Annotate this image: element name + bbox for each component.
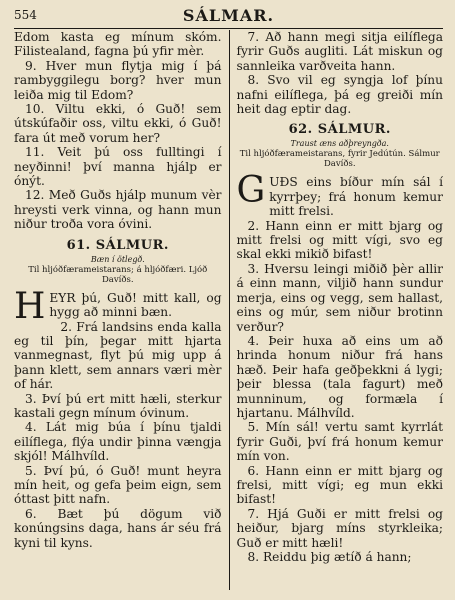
verse: 7. Að hann megi sitja eilíflega fyrir Guðs augliti. Lát miskun og sannleika varðveita hann.: [236, 30, 443, 73]
verse: 2. Frá landsins enda kalla eg til þín, þegar mitt hjarta vanmegnast, flyt þú mig upp á þann klett, sem annars væri mèr of hár.: [14, 319, 222, 392]
psalm-61-title: 61. SÁLMUR.: [66, 237, 169, 253]
verse: 5. Því þú, ó Guð! munt heyra mín heit, og gefa þeim eign, sem óttast þitt nafn.: [14, 463, 222, 507]
psalm-62-subtitle: Traust æns aðþreyngða.: [290, 139, 389, 149]
psalm-61-superscription: Til hljóðfærameistarans; á hljóðfæri. Ljóð Davíðs.: [28, 264, 208, 285]
verse: 12. Með Guðs hjálp munum vèr hreysti verk vinna, og hann mun niður troða vora óvini.: [14, 188, 222, 232]
column-divider: [229, 30, 230, 590]
page-number: 554: [14, 8, 37, 22]
psalm-62-verse-1: [236, 170, 444, 219]
drop-cap: G: [236, 170, 266, 212]
verse: Edom kasta eg mínum skóm. Filistealand, fagna þú yfir mèr.: [14, 30, 222, 59]
verse: 5. Mín sál! vertu samt kyrrlát fyrir Guði, því frá honum kemur mín von.: [236, 420, 443, 464]
psalm-61-verse-1: [14, 285, 222, 327]
verse-text: EYR þú, Guð! mitt kall, og hygg að minni bæn.: [49, 290, 222, 320]
verse: 4. Lát mig búa í þínu tjaldi eilíflega, flýa undir þinna vængja skjól! Málhvíld.: [14, 420, 222, 464]
psalm-61-subtitle: Bæn í ötlegð.: [90, 254, 145, 264]
verse: 6. Bæt þú dögum við konúngsins daga, hans ár séu frá kyni til kyns.: [14, 506, 222, 550]
right-column: [229, 30, 444, 590]
header-rule: [14, 28, 443, 29]
psalm-62-title: 62. SÁLMUR.: [288, 122, 391, 138]
verse-text: UÐS eins bíður mín sál í kyrrþey; frá honum kemur mitt frelsi.: [269, 175, 443, 219]
verse: 2. Hann einn er mitt bjarg og mitt frelsi og mitt vígi, svo eg skal ekki mikið bifast!: [236, 218, 443, 262]
verse: 6. Hann einn er mitt bjarg og frelsi, mitt vígi; eg mun ekki bifast!: [236, 463, 443, 507]
verse: 3. Því þú ert mitt hæli, sterkur kastali gegn mínum óvinum.: [14, 391, 222, 420]
verse: 8. Svo vil eg syngja lof þínu nafni eilíflega, þá eg greiði mín heit dag eptir dag.: [236, 73, 443, 117]
verse: 3. Hversu leingi miðið þèr allir á einn mann, viljið hann sundur merja, eins og vegg, sem hallast, eins og múr, sem niður brotinn verður?: [236, 261, 443, 334]
verse: 9. Hver mun flytja mig í þá rambyggilegu borg? hver mun leiða mig til Edom?: [14, 58, 222, 102]
psalm-62-superscription: Til hljóðfærameistarans, fyrir Jedútún. Sálmur Davíðs.: [239, 149, 440, 170]
verse: 11. Veit þú oss fulltingi í neyðinni! því manna hjálp er ónýt.: [14, 145, 222, 189]
verse: 10. Viltu ekki, ó Guð! sem útskúfaðir oss, viltu ekki, ó Guð! fara út með vorum her?: [14, 102, 222, 145]
verse: 8. Reiddu þig ætíð á hann;: [247, 550, 412, 564]
left-column: [14, 30, 229, 590]
two-column-body: [14, 30, 443, 590]
verse: 7. Hjá Guði er mitt frelsi og heiður, bjarg míns styrkleika; Guð er mitt hæli!: [236, 506, 443, 550]
drop-cap: H: [14, 285, 46, 327]
verse: 4. Þeir huxa að eins um að hrinda honum niður frá hans hæð. Þeir hafa geðþekkni á lygi; þeir blessa (tala fagurt) með munninum, og formæla í hjartanu. Málhvíld.: [236, 333, 443, 420]
running-title: SÁLMAR.: [182, 6, 275, 25]
page-header: [14, 6, 443, 28]
